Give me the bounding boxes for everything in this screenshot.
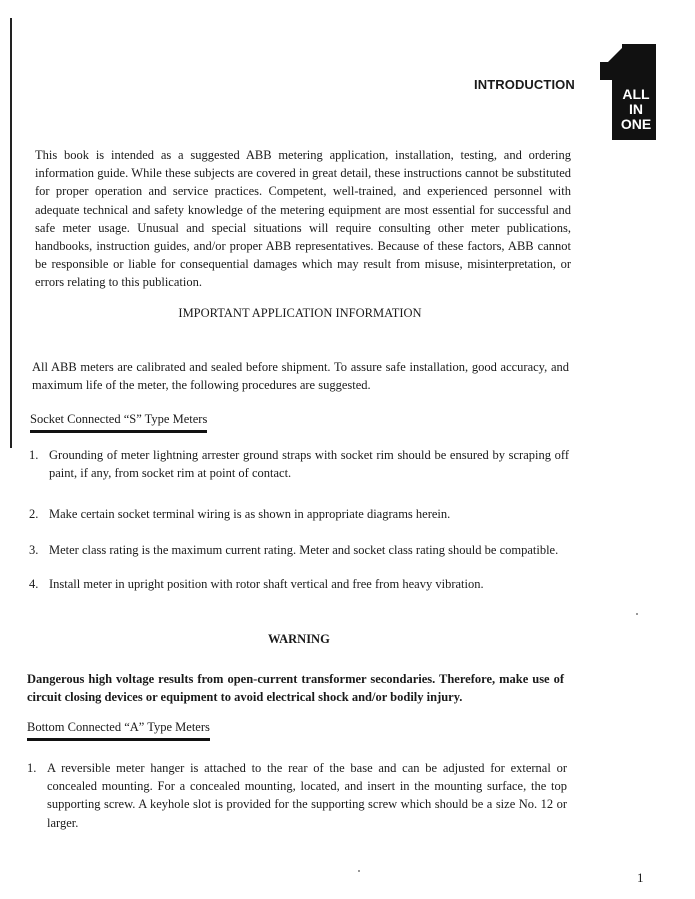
list-item-text: Grounding of meter lightning arrester ground straps with socket rim should be ensured by scraping off paint, if any, from socket rim at point of contact. xyxy=(49,448,569,481)
scan-speck xyxy=(636,613,638,615)
binding-edge-line xyxy=(10,18,12,448)
intro-paragraph: This book is intended as a suggested ABB metering application, installation, testing, and ordering information guide. While these subjects are covered in great detail, these instructions cannot be substituted for proper operation and service practices. Competent, well-trained, and experienced personnel with adequate technical and safety knowledge of the metering equipment are most essential for successful and safe meter usage. Unusual and special situations will require consulting other meter publications, handbooks, instruction guides, and/or proper ABB representatives. Because of these factors, ABB cannot be responsible or liable for consequential damages which may result from misuse, misinterpretation, or errors relating to this publication. xyxy=(35,148,571,290)
chapter-tab-label xyxy=(614,87,658,132)
warning-title: WARNING xyxy=(268,632,330,646)
tab-line-one: ONE xyxy=(620,116,652,132)
list-item-number: 2. xyxy=(29,507,39,521)
tab-line-in: IN xyxy=(629,101,643,117)
list-item-text: A reversible meter hanger is attached to the rear of the base and can be adjusted for external or concealed mounting. For a concealed mounting, located, and insert in the mounting surface, the top supporting screw. A keyhole slot is provided for the supporting screw which should be a size No. 12 or larger. xyxy=(47,761,567,830)
list-item-text: Meter class rating is the maximum current rating. Meter and socket class rating should be compatible. xyxy=(49,543,559,557)
list-item-number: 1. xyxy=(27,761,37,775)
bottom-section-heading: Bottom Connected “A” Type Meters xyxy=(27,720,210,741)
application-paragraph: All ABB meters are calibrated and sealed before shipment. To assure safe installation, good accuracy, and maximum life of the meter, the following procedures are suggested. xyxy=(32,360,569,393)
page-number: 1 xyxy=(637,870,644,885)
list-item-text: Make certain socket terminal wiring is as shown in appropriate diagrams herein. xyxy=(49,507,451,521)
list-item-number: 3. xyxy=(29,543,39,557)
list-item-number: 4. xyxy=(29,577,39,591)
application-section-title: IMPORTANT APPLICATION INFORMATION xyxy=(178,306,422,320)
list-item-text: Install meter in upright position with rotor shaft vertical and free from heavy vibration. xyxy=(49,577,484,591)
list-item-number: 1. xyxy=(29,448,39,462)
warning-text: Dangerous high voltage results from open-current transformer secondaries. Therefore, make use of circuit closing devices or equipment to avoid electrical shock and/or bodily injury. xyxy=(27,672,564,705)
chapter-tab xyxy=(600,44,656,140)
socket-section-heading: Socket Connected “S” Type Meters xyxy=(30,412,207,433)
tab-line-all: ALL xyxy=(622,86,650,102)
page-title: INTRODUCTION xyxy=(474,77,575,92)
scan-speck xyxy=(358,870,360,872)
